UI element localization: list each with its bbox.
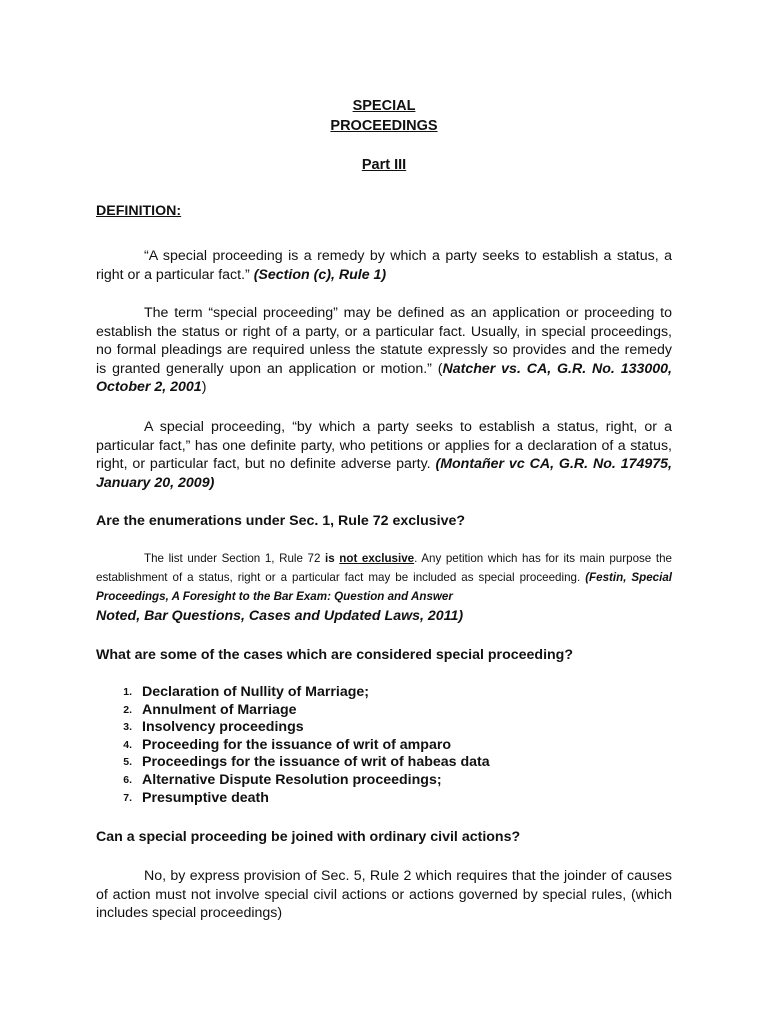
case-item-number: 2. xyxy=(123,703,132,716)
definition-quote: “A special proceeding is a remedy by which a party seeks to establish a status, a right or a particular fact.” xyxy=(96,248,672,283)
question-joinder: Can a special proceeding be joined with ordinary civil actions? xyxy=(96,829,521,845)
term-citation: Natcher vs. CA, G.R. No. 133000, October 2, 2001 xyxy=(96,360,672,395)
answer-exclusive-post: . Any petition which has for its main purpose the establishment of a status, right or a particular fact may be included as special proceeding. xyxy=(96,552,672,584)
case-item-number: 3. xyxy=(123,721,132,734)
case-item-number: 5. xyxy=(123,756,132,769)
case-item-text: Annulment of Marriage xyxy=(142,701,297,718)
title-line-1: SPECIAL xyxy=(352,98,416,114)
answer-exclusive-citation-line-2: Noted, Bar Questions, Cases and Updated Laws, 2011) xyxy=(96,608,464,624)
definite-party-text: A special proceeding, “by which a party seeks to establish a status, right, or a particular fact,” has one definite party, who petitions or applies for a declaration of a status, right, or particular fact, but no definite adverse party. xyxy=(96,419,672,472)
case-item-text: Declaration of Nullity of Marriage; xyxy=(142,684,370,700)
answer-exclusive xyxy=(96,549,672,606)
term-text: The term “special proceeding” may be defined as an application or proceeding to establish the status or right of a party, or a particular fact. Usually, in special proceedings, no formal pleadings are required unless the statute expressly so provides and the remedy is granted generally upon an application or motion.” xyxy=(96,305,672,377)
question-exclusive: Are the enumerations under Sec. 1, Rule 72 exclusive? xyxy=(96,513,466,529)
case-item-number: 1. xyxy=(123,686,132,698)
answer-joinder: No, by express provision of Sec. 5, Rule 2 which requires that the joinder of causes of action must not involve special civil actions or actions governed by special rules, (which includes special proceedings) xyxy=(96,868,672,921)
definition-heading: DEFINITION: xyxy=(96,203,182,219)
title-line-2: PROCEEDINGS xyxy=(330,118,438,134)
answer-exclusive-pre: The list under Section 1, Rule 72 xyxy=(144,552,326,565)
case-item-text: Presumptive death xyxy=(142,789,269,806)
question-cases: What are some of the cases which are considered special proceeding? xyxy=(96,647,574,663)
paragraph-definite-party xyxy=(96,418,672,492)
part-heading: Part III xyxy=(361,157,407,173)
term-close-paren: ) xyxy=(201,379,207,395)
definite-party-citation: (Montañer vc CA, G.R. No. 174975, January 20, 2009) xyxy=(96,456,672,491)
case-item-text: Alternative Dispute Resolution proceedings; xyxy=(142,771,442,788)
case-item-text: Proceeding for the issuance of writ of amparo xyxy=(142,736,452,753)
case-item-text: Proceedings for the issuance of writ of habeas data xyxy=(142,754,490,771)
case-item-text: Insolvency proceedings xyxy=(142,719,304,736)
paragraph-definition xyxy=(96,247,672,284)
term-open-paren: ( xyxy=(437,360,443,377)
case-item-number: 6. xyxy=(123,773,132,786)
answer-exclusive-is: is xyxy=(325,552,335,565)
paragraph-term xyxy=(96,304,672,397)
definition-citation: (Section (c), Rule 1) xyxy=(253,266,387,283)
case-item-number: 4. xyxy=(123,738,132,751)
case-item-number: 7. xyxy=(123,791,132,804)
answer-exclusive-citation: (Festin, Special Proceedings, A Foresight to the Bar Exam: Question and Answer xyxy=(96,571,672,603)
answer-not-exclusive: not exclusive xyxy=(339,552,415,565)
